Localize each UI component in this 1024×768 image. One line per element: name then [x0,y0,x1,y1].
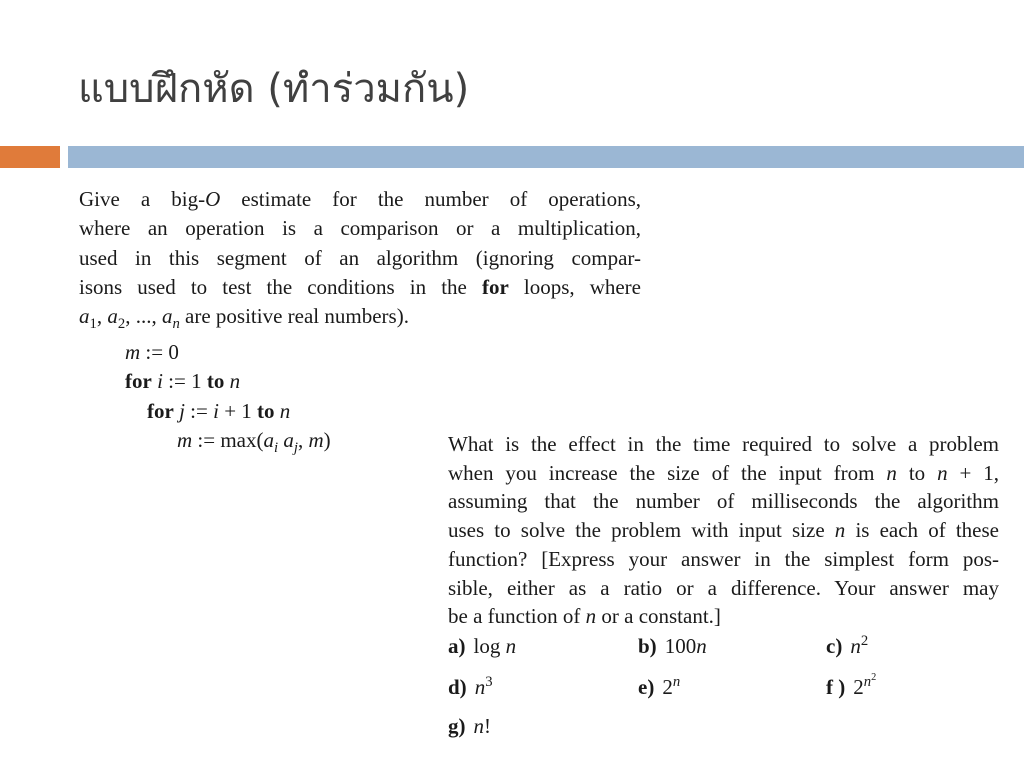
problem-1-line-2: where an operation is a comparison or a multiplication, [79,216,641,241]
option-d-expr: $n^3$ [474,674,493,699]
option-a [448,634,516,659]
title-divider-bar [68,146,1024,168]
problem-2-line-6: sible, either as a ratio or a difference. Your answer may [448,575,999,600]
option-d [448,675,493,700]
option-f-expr: $2^{n^2}$ [853,672,877,699]
algorithm-line-4: m := $\max(a_i$ $a_j$, m) [177,427,331,457]
option-e-expr: 2$^n$ [662,674,681,699]
option-c [826,634,868,659]
option-e-label: e) [638,675,655,699]
problem-2-line-2: when you increase the size of the input from n to n + 1, [448,460,1000,485]
option-b-expr: 100n [664,634,707,658]
option-c-expr: $n^2$ [850,633,869,658]
problem-1-line-3: used in this segment of an algorithm (ignoring compar- [79,245,641,270]
option-g [448,714,491,739]
option-f [826,672,877,700]
option-f-label: f ) [826,675,846,699]
algorithm-line-1: m := 0 [125,340,179,364]
algorithm-line-3: for j := i + 1 to n [147,398,291,423]
option-b [638,634,707,659]
option-d-label: d) [448,675,467,699]
problem-1-text [79,185,641,331]
problem-2-line-4: uses to solve the problem with input size n is each of these [448,518,999,543]
option-a-label: a) [448,634,466,658]
problem-2-line-1: What is the effect in the time required to solve a problem [448,432,999,456]
problem-1-line-5: $a_1$, $a_2$, ..., $a_n$ are positive real numbers). [79,304,409,333]
problem-2-line-5: function? [Express your answer in the simplest form pos- [448,546,999,571]
algorithm-block [125,338,331,455]
title-accent-bar [0,146,60,168]
problem-2-line-3: assuming that the number of milliseconds the algorithm [448,489,999,514]
option-g-expr: n! [473,714,491,738]
option-a-expr: log n [473,634,517,658]
problem-1-line-1: Give a big-O estimate for the number of operations, [79,187,641,211]
problem-2-line-7: be a function of n or a constant.] [448,604,721,629]
option-c-label: c) [826,634,843,658]
option-b-label: b) [638,634,657,658]
problem-1-line-4: isons used to test the conditions in the for loops, where [79,274,641,299]
algorithm-line-2: for i := 1 to n [125,369,241,394]
problem-2-text [448,430,999,631]
slide-title: แบบฝึกหัด (ทำร่วมกัน) [78,66,470,112]
option-g-label: g) [448,714,466,738]
option-e [638,675,680,700]
